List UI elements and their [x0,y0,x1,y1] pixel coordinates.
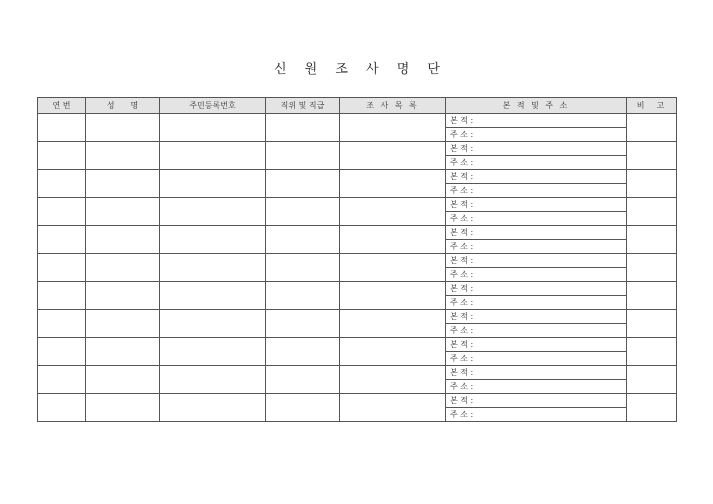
cell-domicile[interactable]: 본 적 : [446,254,627,268]
cell-resident-no[interactable] [160,310,266,338]
cell-inquiry-list[interactable] [340,282,446,310]
header-resident-no: 주민등록번호 [160,98,266,114]
cell-domicile[interactable]: 본 적 : [446,114,627,128]
cell-name[interactable] [86,282,160,310]
cell-domicile[interactable]: 본 적 : [446,394,627,408]
cell-address[interactable]: 주 소 : [446,352,627,366]
cell-remarks[interactable] [627,366,677,394]
cell-serial-no[interactable] [38,366,86,394]
cell-position[interactable] [266,170,340,198]
table-row [38,366,677,380]
cell-serial-no[interactable] [38,198,86,226]
cell-remarks[interactable] [627,170,677,198]
cell-address[interactable]: 주 소 : [446,380,627,394]
cell-address[interactable]: 주 소 : [446,408,627,422]
cell-serial-no[interactable] [38,114,86,142]
cell-inquiry-list[interactable] [340,394,446,422]
table-row [38,142,677,156]
table-row [38,282,677,296]
cell-name[interactable] [86,198,160,226]
cell-resident-no[interactable] [160,114,266,142]
cell-inquiry-list[interactable] [340,338,446,366]
cell-resident-no[interactable] [160,254,266,282]
cell-name[interactable] [86,366,160,394]
cell-resident-no[interactable] [160,366,266,394]
table-row [38,226,677,240]
cell-address[interactable]: 주 소 : [446,324,627,338]
cell-resident-no[interactable] [160,338,266,366]
cell-resident-no[interactable] [160,198,266,226]
cell-remarks[interactable] [627,226,677,254]
cell-name[interactable] [86,114,160,142]
cell-serial-no[interactable] [38,226,86,254]
cell-serial-no[interactable] [38,338,86,366]
cell-position[interactable] [266,394,340,422]
cell-resident-no[interactable] [160,282,266,310]
cell-address[interactable]: 주 소 : [446,156,627,170]
document-title: 신 원 조 사 명 단 [273,62,447,77]
cell-inquiry-list[interactable] [340,170,446,198]
cell-inquiry-list[interactable] [340,114,446,142]
cell-remarks[interactable] [627,282,677,310]
header-inquiry-list: 조 사 목 록 [340,98,446,114]
cell-inquiry-list[interactable] [340,366,446,394]
table-row [38,198,677,212]
cell-remarks[interactable] [627,114,677,142]
header-name: 성 명 [86,98,160,114]
table-row [38,114,677,128]
cell-domicile[interactable]: 본 적 : [446,142,627,156]
personnel-roster-table [37,97,677,422]
cell-serial-no[interactable] [38,310,86,338]
cell-domicile[interactable]: 본 적 : [446,170,627,184]
cell-address[interactable]: 주 소 : [446,268,627,282]
header-remarks: 비 고 [627,98,677,114]
cell-name[interactable] [86,226,160,254]
cell-domicile[interactable]: 본 적 : [446,282,627,296]
cell-position[interactable] [266,142,340,170]
cell-remarks[interactable] [627,254,677,282]
table-row [38,310,677,324]
table-row [38,394,677,408]
cell-resident-no[interactable] [160,142,266,170]
cell-inquiry-list[interactable] [340,254,446,282]
cell-position[interactable] [266,310,340,338]
cell-serial-no[interactable] [38,142,86,170]
cell-address[interactable]: 주 소 : [446,184,627,198]
cell-position[interactable] [266,254,340,282]
cell-remarks[interactable] [627,394,677,422]
cell-address[interactable]: 주 소 : [446,296,627,310]
cell-serial-no[interactable] [38,394,86,422]
cell-position[interactable] [266,338,340,366]
cell-resident-no[interactable] [160,394,266,422]
cell-remarks[interactable] [627,198,677,226]
cell-domicile[interactable]: 본 적 : [446,366,627,380]
cell-position[interactable] [266,282,340,310]
cell-domicile[interactable]: 본 적 : [446,310,627,324]
roster-body [38,114,677,422]
cell-name[interactable] [86,254,160,282]
cell-serial-no[interactable] [38,282,86,310]
cell-name[interactable] [86,394,160,422]
cell-position[interactable] [266,366,340,394]
cell-serial-no[interactable] [38,170,86,198]
cell-inquiry-list[interactable] [340,226,446,254]
table-row [38,254,677,268]
cell-resident-no[interactable] [160,170,266,198]
cell-inquiry-list[interactable] [340,142,446,170]
cell-position[interactable] [266,114,340,142]
cell-inquiry-list[interactable] [340,198,446,226]
cell-position[interactable] [266,198,340,226]
cell-remarks[interactable] [627,310,677,338]
cell-name[interactable] [86,310,160,338]
cell-remarks[interactable] [627,338,677,366]
header-domicile-address: 본 적 및 주 소 [446,98,627,114]
cell-name[interactable] [86,338,160,366]
cell-name[interactable] [86,142,160,170]
table-row [38,338,677,352]
cell-domicile[interactable]: 본 적 : [446,226,627,240]
cell-name[interactable] [86,170,160,198]
cell-serial-no[interactable] [38,254,86,282]
cell-domicile[interactable]: 본 적 : [446,338,627,352]
cell-domicile[interactable]: 본 적 : [446,198,627,212]
cell-address[interactable]: 주 소 : [446,240,627,254]
cell-remarks[interactable] [627,142,677,170]
table-row [38,170,677,184]
cell-position[interactable] [266,226,340,254]
cell-address[interactable]: 주 소 : [446,128,627,142]
cell-resident-no[interactable] [160,226,266,254]
cell-inquiry-list[interactable] [340,310,446,338]
header-position: 직위 및 직급 [266,98,340,114]
header-row [38,98,677,114]
cell-address[interactable]: 주 소 : [446,212,627,226]
header-serial-no: 연 번 [38,98,86,114]
